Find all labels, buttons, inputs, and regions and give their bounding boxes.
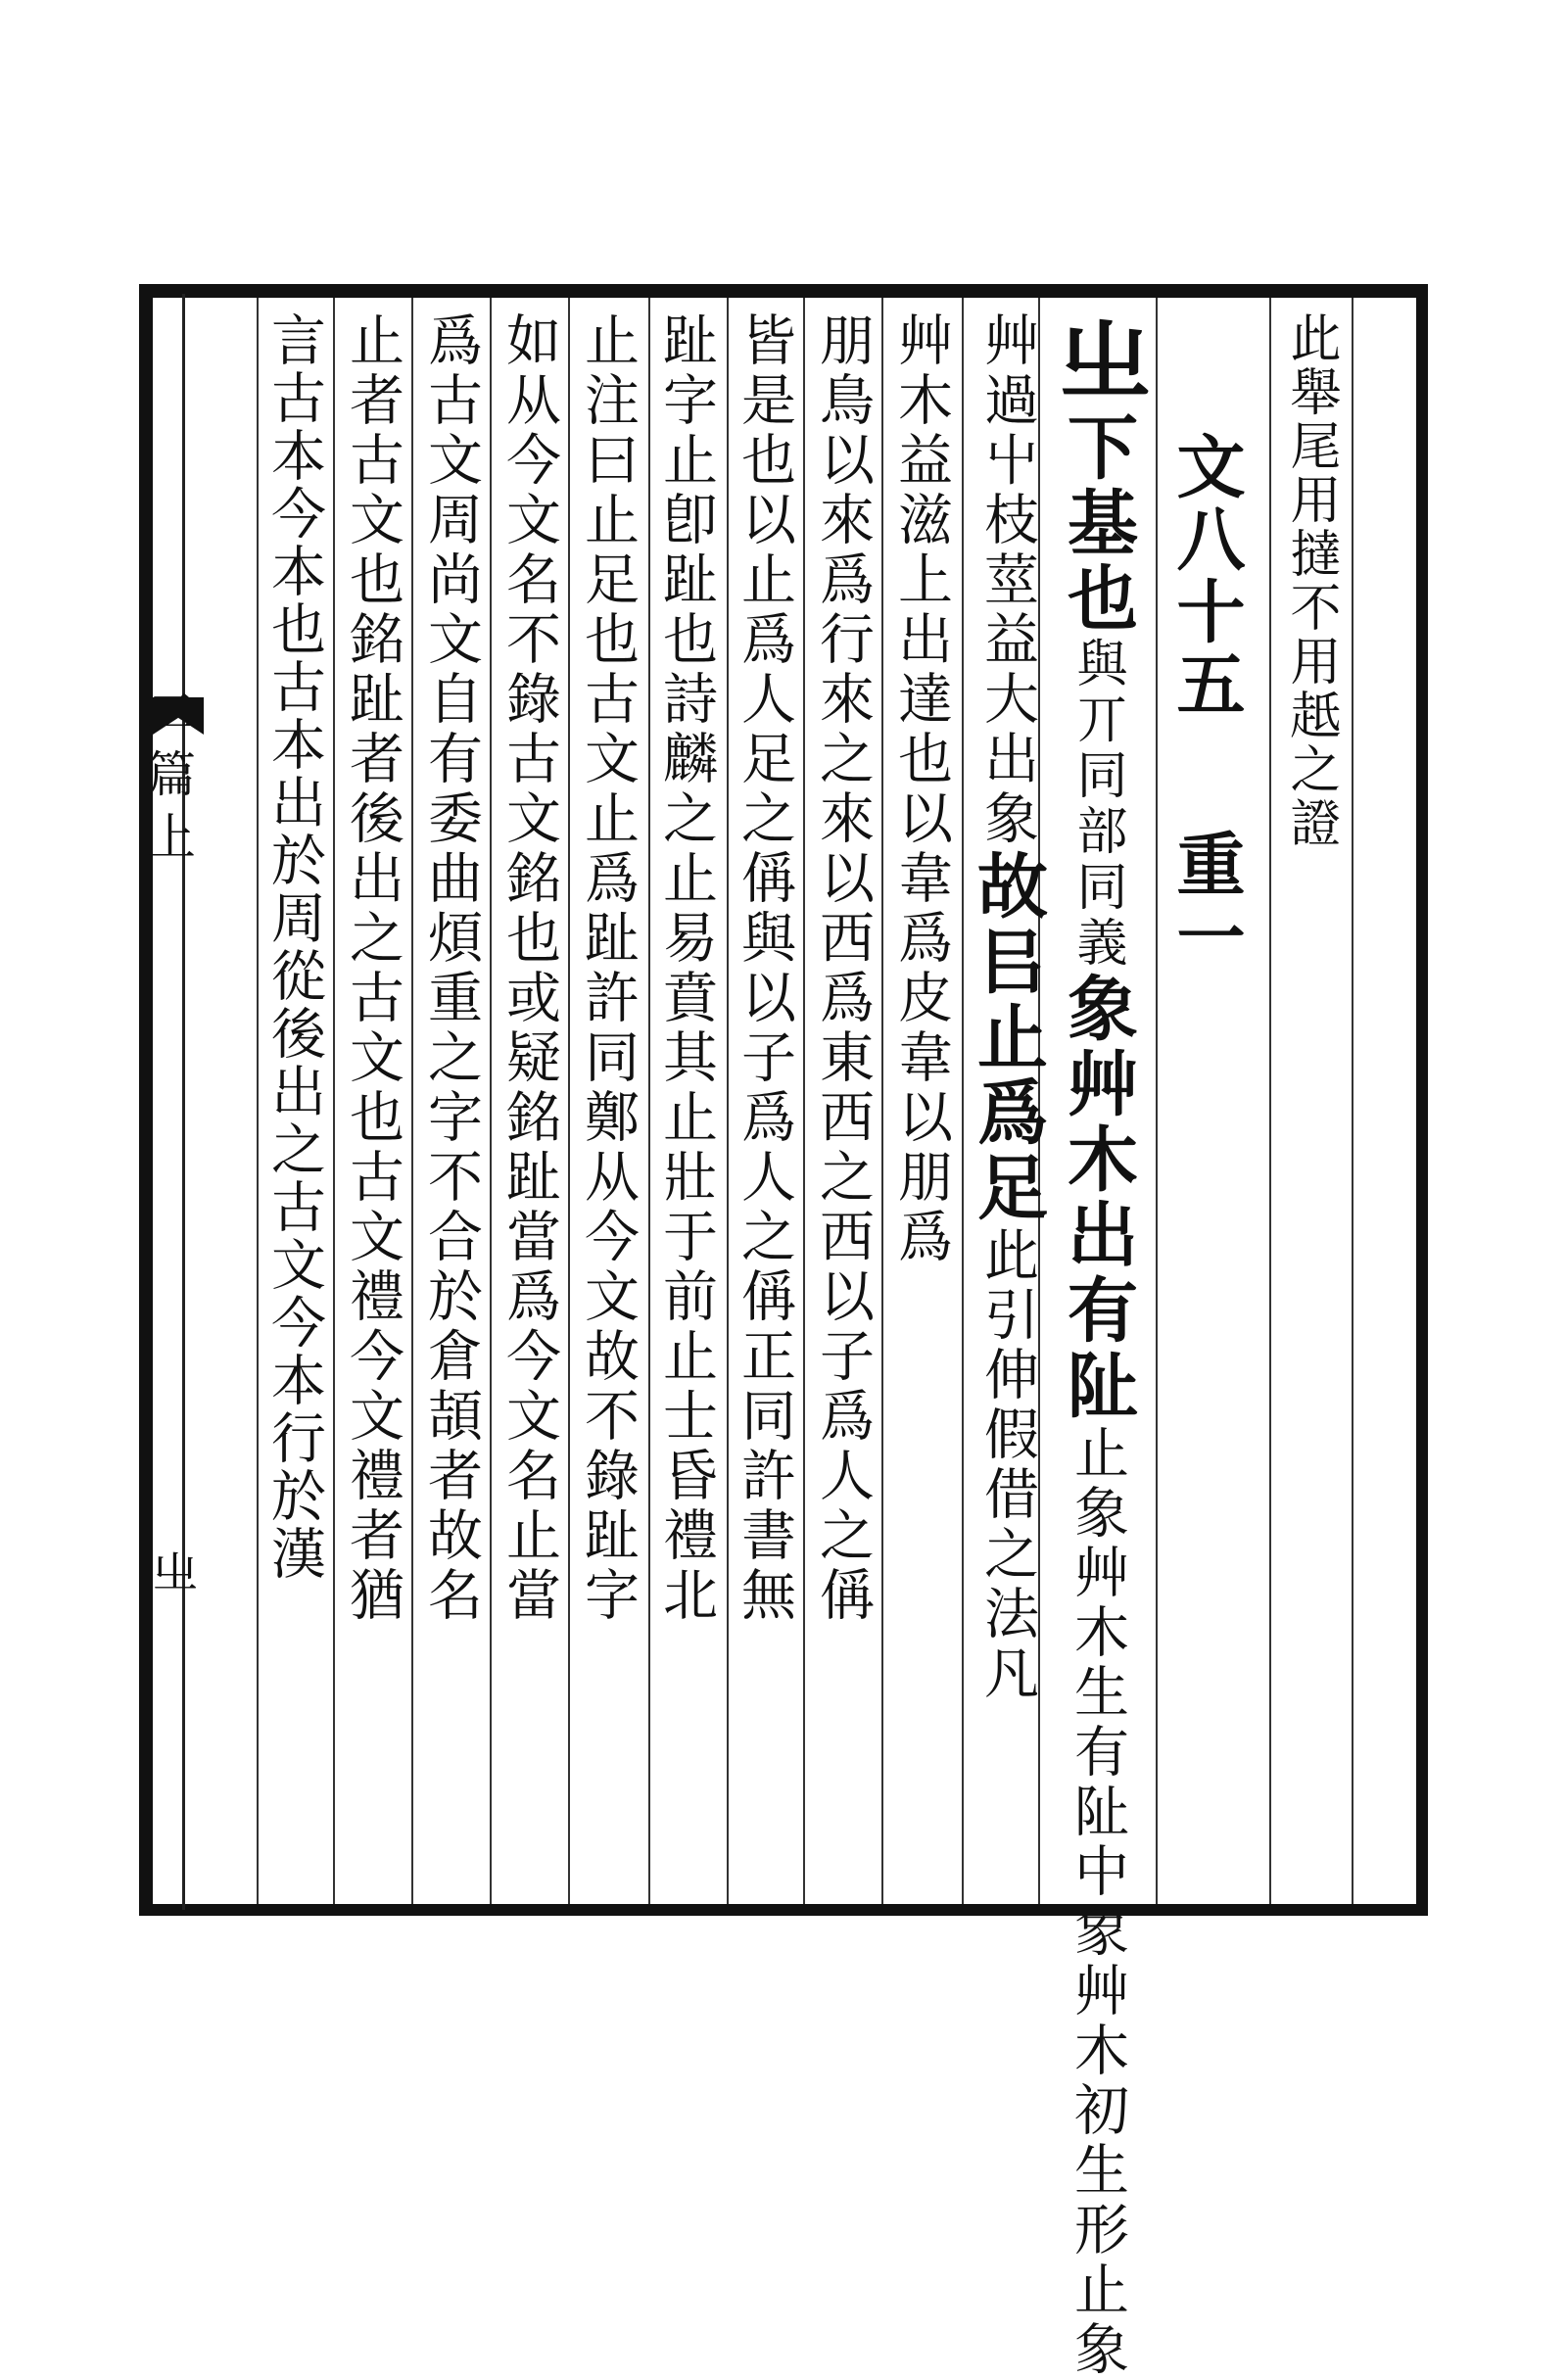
frame-border-top xyxy=(139,284,1428,298)
text-column-11: 爲古文周尚文自有委曲煩重之字不合於倉頡者故名 xyxy=(419,311,483,1626)
head-definition: 下基也 xyxy=(1056,410,1139,637)
text-column-8: 趾字止卽趾也詩麟之止易賁其止壯于前止士昏禮北 xyxy=(654,311,718,1626)
chong-count: 重一 xyxy=(1165,829,1247,974)
column-rule xyxy=(411,298,413,1904)
column-rule xyxy=(257,298,259,1904)
column-rule xyxy=(803,298,805,1904)
column-rule xyxy=(727,298,729,1904)
head-note: 與丌同部同義 xyxy=(1068,637,1126,972)
text-column-7: 皆是也以止爲人足之偁與以子爲人之偁正同許書無 xyxy=(733,311,796,1626)
column-rule xyxy=(1269,298,1271,1904)
text-column-4a: 艸過屮枝莖益大出象 xyxy=(975,311,1039,849)
frame-border-bottom xyxy=(139,1904,1428,1916)
text-column-4b: 此引伸假借之法凡 xyxy=(975,1226,1039,1704)
column-rule xyxy=(881,298,883,1904)
margin-page-label: 㞢 xyxy=(143,1547,198,1595)
text-column-10: 如从今文名不錄古文銘也或疑銘趾當爲今文名止當 xyxy=(498,311,561,1626)
text-column-9: 止注曰止足也古文止爲趾許同鄭从今文故不錄趾字 xyxy=(576,311,640,1626)
text-column-4 xyxy=(966,311,1049,1704)
head-entry-column xyxy=(1042,311,1153,2380)
head-xiang: 象艸木出有阯 xyxy=(1056,972,1139,1424)
column-rule xyxy=(568,298,570,1904)
column-rule xyxy=(1352,298,1353,1904)
text-column-12: 止者古文也銘趾者後出之古文也古文禮今文禮者猶 xyxy=(341,311,404,1626)
margin-volume-label: 二篇上 xyxy=(139,686,196,874)
frame-border-left xyxy=(139,284,153,1916)
text-column-13: 言古本今本也古本出於周從後出之古文今本行於漢 xyxy=(262,311,326,1583)
margin-inner-rule xyxy=(182,294,185,1910)
text-column-5: 艸木益滋上出達也以韋爲皮韋以朋爲 xyxy=(889,311,953,1267)
character-count-column xyxy=(1165,431,1247,974)
column-rule xyxy=(648,298,650,1904)
seal-glyph: 㞢 xyxy=(1042,311,1153,410)
character-count: 文八十五 xyxy=(1165,431,1247,721)
note-column-1: 此舉尾用撻不用赿之證 xyxy=(1281,311,1340,850)
column-rule xyxy=(490,298,492,1904)
text-column-4-bold: 故㠯止爲足 xyxy=(966,849,1049,1226)
column-rule xyxy=(1156,298,1158,1904)
text-column-6: 朋鳥以來爲行來之來以西爲東西之西以子爲人之偁 xyxy=(811,311,875,1626)
head-tail: 止象艸木生有阯中象艸木初生形止象 xyxy=(1066,1424,1129,2380)
column-rule xyxy=(962,298,964,1904)
frame-border-right xyxy=(1416,284,1428,1916)
column-rule xyxy=(333,298,335,1904)
